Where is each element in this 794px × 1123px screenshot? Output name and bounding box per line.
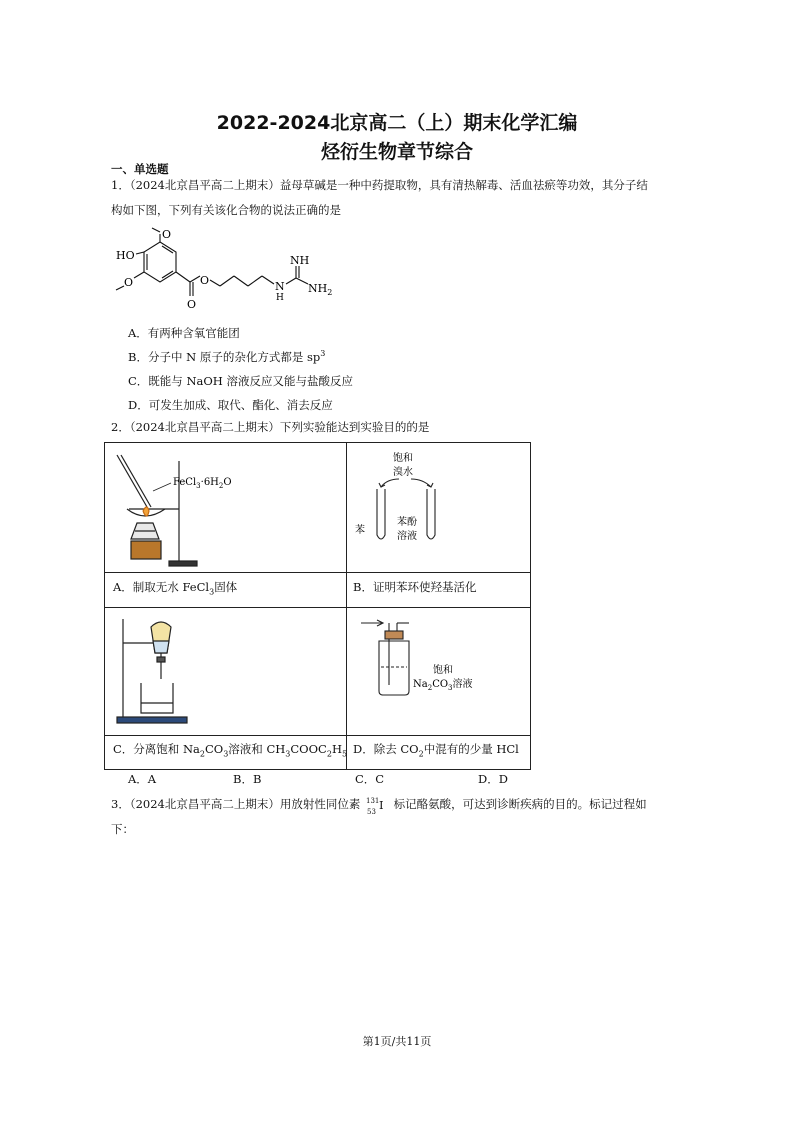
document-title-line2: 烃衍生物章节综合 [320, 141, 473, 163]
q2-stem: 2．（2024北京昌平高二上期末）下列实验能达到实验目的的是 [111, 420, 430, 434]
q2-caption-b: B．证明苯环使羟基活化 [353, 580, 477, 594]
q1-option-c[interactable]: C．既能与 NaOH 溶液反应又能与盐酸反应 [128, 374, 353, 388]
apparatus-test-tubes-diagram [353, 449, 523, 567]
label-saturated: 饱和 [393, 453, 413, 464]
q1-stem-line1: 1．（2024北京昌平高二上期末）益母草碱是一种中药提取物，具有清热解毒、活血祛瘀等功效，其分子结 [111, 178, 648, 192]
q1-stem-line2: 构如下图，下列有关该化合物的说法正确的是 [111, 203, 341, 217]
apparatus-evaporation-diagram [113, 451, 338, 569]
page-footer: 第1页/共11页 [362, 1035, 432, 1048]
label-phenol: 苯酚 [397, 517, 417, 528]
label-bromine-water: 溴水 [393, 467, 413, 478]
mol-o-carbonyl: O [187, 298, 197, 311]
q1-option-b[interactable]: B．分子中 N 原子的杂化方式都是 $sp^3$ [128, 349, 326, 364]
q2-choice-c[interactable]: C．C [355, 772, 385, 786]
q3-stem-line2: 下： [111, 822, 134, 836]
mol-n: N [275, 280, 285, 293]
q1-molecule-structure [112, 226, 342, 316]
document-title-line1: 2022-2024北京高二（上）期末化学汇编 [216, 112, 578, 134]
q1-option-d[interactable]: D．可发生加成、取代、酯化、消去反应 [128, 398, 333, 412]
section-heading: 一、单选题 [111, 162, 169, 176]
q2-caption-a: A．制取无水 FeCl$_3$固体 [113, 580, 238, 597]
mol-nh-top: NH [290, 254, 310, 267]
fecl3-label: $FeCl_3\cdot 6H_2O$ [173, 477, 232, 490]
iodine-isotope: 131 53 I [366, 797, 384, 816]
label-benzene: 苯 [355, 525, 365, 536]
q2-caption-c: C．分离饱和 $Na_2CO_3$溶液和 $CH_3COOC_2H_5$ [113, 742, 348, 759]
mol-nh2: $NH_2$ [308, 282, 333, 297]
mol-h: H [276, 293, 284, 303]
label-solution: 溶液 [397, 531, 417, 542]
mol-ho: HO [116, 249, 135, 262]
mol-o-bottom: O [124, 276, 134, 289]
label-saturated-d: 饱和 [433, 665, 453, 676]
label-na2co3-solution: $Na_2CO_3$溶液 [413, 679, 473, 692]
q2-choice-d[interactable]: D．D [478, 772, 508, 786]
apparatus-separating-funnel-diagram [113, 613, 338, 731]
mol-o-top: O [162, 228, 172, 241]
apparatus-gas-washing-diagram [353, 613, 523, 731]
q2-caption-d: D．除去 $CO_2$中混有的少量 HCl [353, 742, 519, 759]
q2-choice-b[interactable]: B．B [233, 772, 262, 786]
q3-stem-line1: 3．（2024北京昌平高二上期末）用放射性同位素 131 53 I 标记酪氨酸，可达到诊断疾病的目的。标记过程如 [111, 797, 647, 816]
q2-choice-a[interactable]: A．A [128, 772, 157, 786]
mol-o-ester: O [200, 274, 210, 287]
q2-experiment-table [104, 442, 531, 770]
q1-option-a[interactable]: A．有两种含氧官能团 [128, 326, 240, 340]
